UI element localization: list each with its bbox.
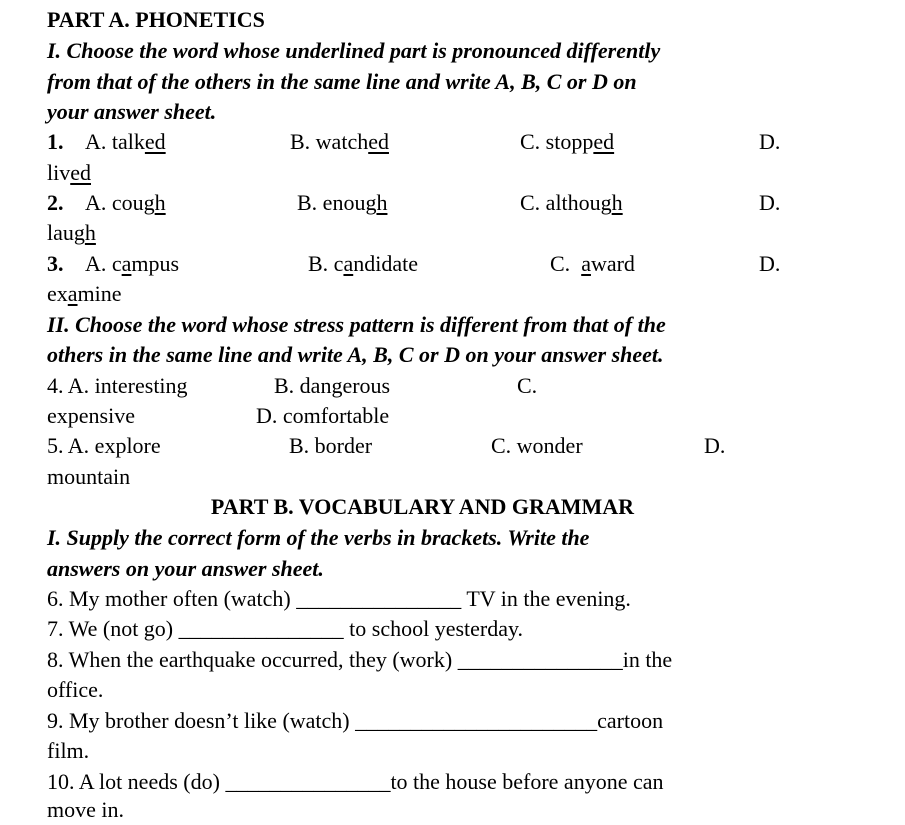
option-c-label: C.	[517, 373, 538, 398]
question-number: 3.	[47, 251, 64, 276]
option-a: 4. A. interesting	[47, 373, 188, 398]
answer-blank[interactable]: _______________	[457, 647, 623, 672]
option-d-label: D.	[759, 190, 781, 215]
question-4-cont	[47, 401, 867, 431]
answer-blank[interactable]: _______________	[178, 616, 344, 641]
question-4	[47, 371, 867, 401]
answer-blank[interactable]: ______________________	[355, 708, 598, 733]
question-9-cont: film.	[47, 738, 90, 763]
option-a: A. talked	[85, 129, 166, 154]
option-d-word: laugh	[47, 220, 96, 245]
question-1	[47, 127, 867, 157]
option-d-label: D.	[759, 129, 781, 154]
question-7: 7. We (not go) _______________ to school yesterday.	[47, 616, 524, 641]
stress-instruction-line-2: others in the same line and write A, B, C or D on your answer sheet.	[47, 342, 664, 367]
answer-blank[interactable]: _______________	[225, 769, 391, 794]
question-number: 2.	[47, 190, 64, 215]
option-a: A. campus	[85, 251, 180, 276]
stress-instruction-line-1: II. Choose the word whose stress pattern is different from that of the	[47, 312, 666, 337]
option-d-word: mountain	[47, 464, 131, 489]
option-a: A. cough	[85, 190, 166, 215]
phonetics-instruction-line-1: I. Choose the word whose underlined part is pronounced differently	[47, 38, 661, 63]
option-d-word: examine	[47, 281, 122, 306]
question-10-cont: move in.	[47, 797, 124, 822]
question-8-cont: office.	[47, 677, 104, 702]
option-d-label: D.	[759, 251, 781, 276]
phonetics-instruction-line-3: your answer sheet.	[47, 99, 217, 124]
option-c: C. wonder	[491, 433, 583, 458]
question-8: 8. When the earthquake occurred, they (work) _______________in the	[47, 647, 673, 672]
grammar-instruction-line-2: answers on your answer sheet.	[47, 556, 324, 581]
option-d: D. comfortable	[256, 403, 390, 428]
option-d-word: lived	[47, 160, 91, 185]
question-number: 1.	[47, 129, 64, 154]
question-5	[47, 431, 867, 461]
option-c: C. award	[550, 251, 635, 276]
option-c-word: expensive	[47, 403, 135, 428]
question-3	[47, 249, 867, 279]
option-b: B. border	[289, 433, 373, 458]
question-9: 9. My brother doesn’t like (watch) ______________________cartoon	[47, 708, 664, 733]
option-a: 5. A. explore	[47, 433, 161, 458]
option-d-label: D.	[704, 433, 726, 458]
grammar-instruction-line-1: I. Supply the correct form of the verbs in brackets. Write the	[47, 525, 590, 550]
part-b-title: PART B. VOCABULARY AND GRAMMAR	[210, 494, 635, 519]
option-b: B. enough	[297, 190, 388, 215]
question-2	[47, 188, 867, 218]
question-10: 10. A lot needs (do) _______________to the house before anyone can	[47, 769, 664, 794]
option-c: C. stopped	[520, 129, 615, 154]
option-c: C. although	[520, 190, 623, 215]
answer-blank[interactable]: _______________	[296, 586, 462, 611]
question-6: 6. My mother often (watch) _______________ TV in the evening.	[47, 586, 631, 611]
option-b: B. dangerous	[274, 373, 391, 398]
option-b: B. watched	[290, 129, 389, 154]
part-a-title: PART A. PHONETICS	[47, 7, 265, 32]
option-b: B. candidate	[308, 251, 418, 276]
phonetics-instruction-line-2: from that of the others in the same line and write A, B, C or D on	[47, 69, 637, 94]
